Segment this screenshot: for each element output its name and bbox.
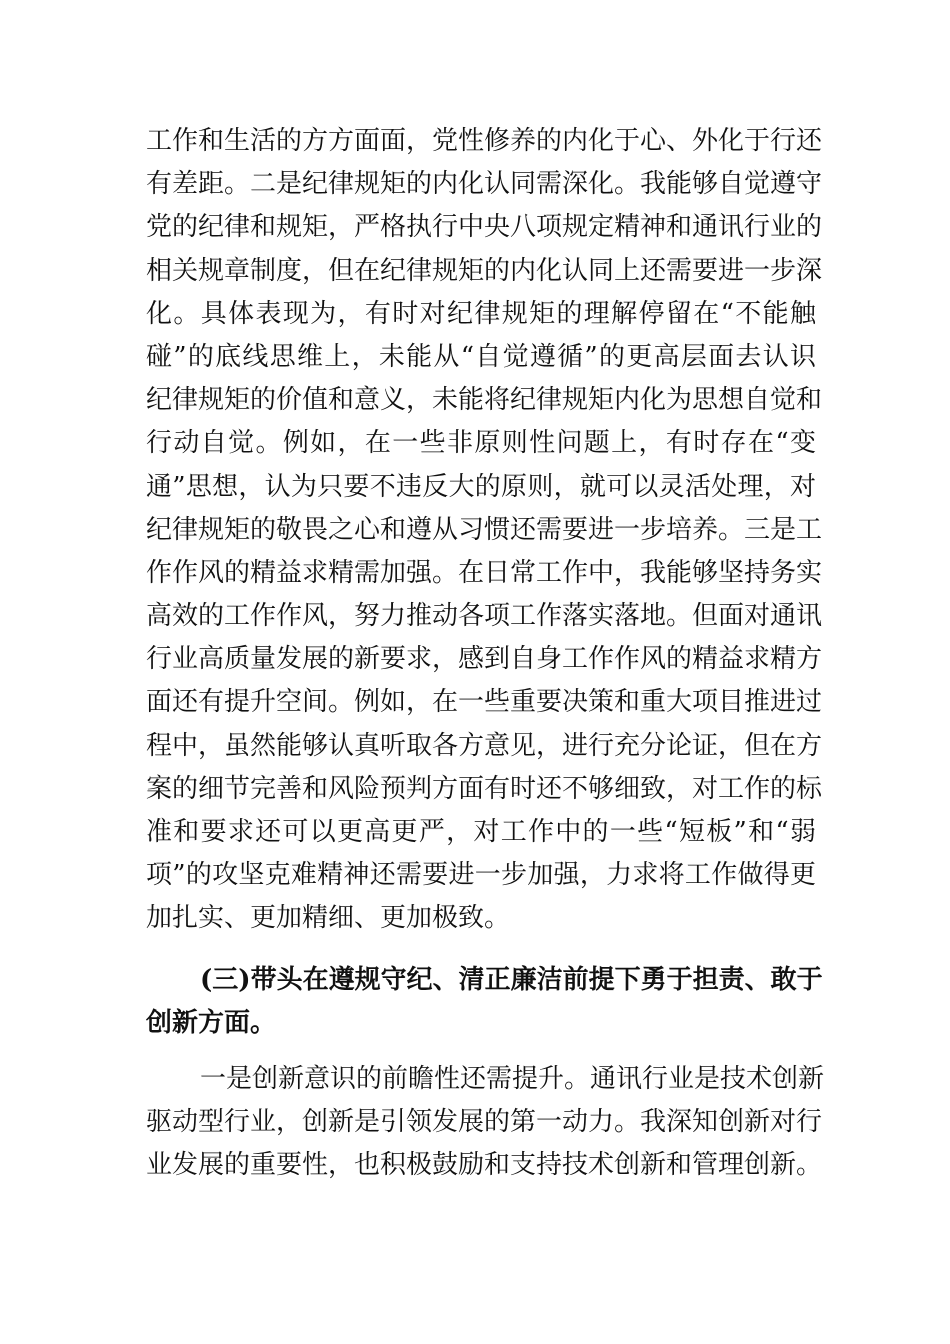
text-line: 业发展的重要性，也积极鼓励和支持技术创新和管理创新。	[146, 1150, 823, 1181]
text-line: 准和要求还可以更高更严，对工作中的一些“短板”和“弱	[146, 817, 816, 847]
text-line: 程中，虽然能够认真听取各方意见，进行充分论证，但在方	[146, 730, 823, 761]
text-line: 作作风的精益求精需加强。在日常工作中，我能够坚持务实	[146, 557, 823, 588]
text-line: 行业高质量发展的新要求，感到自身工作作风的精益求精方	[146, 644, 823, 675]
text-line: 纪律规矩的价值和意义，未能将纪律规矩内化为思想自觉和	[146, 385, 823, 416]
body-paragraph-1	[146, 120, 823, 941]
text-line: 纪律规矩的敬畏之心和遵从习惯还需要进一步培养。三是工	[146, 514, 823, 545]
text-line: 一是创新意识的前瞻性还需提升。通讯行业是技术创新	[200, 1064, 825, 1094]
text-line: 驱动型行业，创新是引领发展的第一动力。我深知创新对行	[146, 1107, 823, 1138]
heading-line: 创新方面。	[146, 1008, 277, 1039]
text-line: 案的细节完善和风险预判方面有时还不够细致，对工作的标	[146, 773, 823, 804]
text-line: 党的纪律和规矩，严格执行中央八项规定精神和通讯行业的	[146, 212, 823, 243]
text-line: 项”的攻坚克难精神还需要进一步加强，力求将工作做得更	[146, 860, 816, 891]
text-line: 加扎实、更加精细、更加极致。	[146, 903, 511, 934]
text-line: 化。具体表现为，有时对纪律规矩的理解停留在“不能触	[146, 298, 816, 329]
text-line: 工作和生活的方方面面，党性修养的内化于心、外化于行还	[146, 126, 823, 156]
text-line: 高效的工作作风，努力推动各项工作落实落地。但面对通讯	[146, 601, 823, 632]
text-line: 通”思想，认为只要不违反大的原则，就可以灵活处理，对	[146, 471, 816, 502]
section-heading-3	[146, 959, 823, 1045]
text-line: 面还有提升空间。例如，在一些重要决策和重大项目推进过	[146, 687, 823, 718]
text-line: 行动自觉。例如，在一些非原则性问题上，有时存在“变	[146, 428, 816, 459]
heading-line: (三)带头在遵规守纪、清正廉洁前提下勇于担责、敢于	[200, 965, 823, 995]
text-line: 碰”的底线思维上，未能从“自觉遵循”的更高层面去认识	[146, 341, 816, 372]
text-line: 相关规章制度，但在纪律规矩的内化认同上还需要进一步深	[146, 255, 823, 286]
body-paragraph-3	[146, 1058, 825, 1188]
text-line: 有差距。二是纪律规矩的内化认同需深化。我能够自觉遵守	[146, 169, 823, 200]
